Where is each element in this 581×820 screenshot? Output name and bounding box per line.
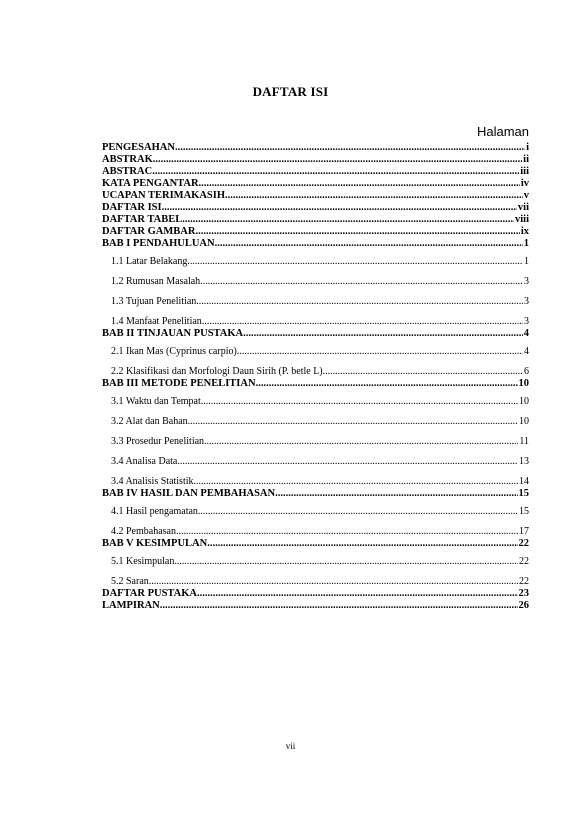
toc-entry-bab-2[interactable] (102, 328, 529, 340)
toc-entry-daftar-pustaka[interactable] (102, 588, 529, 600)
toc-entry-3-1[interactable] (102, 396, 529, 408)
leader-dots (199, 178, 520, 190)
toc-label: DAFTAR GAMBAR (102, 226, 196, 237)
toc-entry-daftar-isi[interactable] (102, 202, 529, 214)
toc-page-number: 15 (519, 506, 529, 517)
toc-entry-lampiran[interactable] (102, 600, 529, 612)
toc-label: DAFTAR TABEL (102, 214, 183, 225)
toc-page-number: 4 (523, 328, 529, 339)
toc-page-number: 4 (524, 346, 529, 357)
toc-page-number: 6 (524, 366, 529, 377)
toc-page-number: 13 (519, 456, 529, 467)
leader-dots (177, 456, 518, 468)
toc-page-number: 14 (519, 476, 529, 487)
toc-entry-bab-3[interactable] (102, 378, 529, 390)
leader-dots (188, 416, 518, 428)
leader-dots (182, 214, 514, 226)
toc-page-number: ii (523, 154, 529, 165)
leader-dots (195, 226, 519, 238)
toc-label: LAMPIRAN (102, 600, 160, 611)
toc-entry-abstrac[interactable] (102, 166, 529, 178)
toc-page-number: iii (520, 166, 529, 177)
page-title: DAFTAR ISI (252, 84, 329, 99)
leader-dots (323, 366, 523, 378)
toc-page-number: 22 (519, 576, 529, 587)
leader-dots (202, 316, 523, 328)
toc-label: 3.3 Prosedur Penelitian (111, 436, 205, 447)
leader-dots (275, 488, 517, 500)
leader-dots (149, 576, 518, 588)
toc-label: ABSTRAC (102, 166, 153, 177)
leader-dots (194, 476, 518, 488)
toc-entry-5-1[interactable] (102, 556, 529, 568)
halaman-header: Halaman (476, 124, 529, 139)
toc-entry-bab-5[interactable] (102, 538, 529, 550)
leader-dots (237, 346, 523, 358)
toc-label: DAFTAR PUSTAKA (102, 588, 197, 599)
toc-entry-abstrak[interactable] (102, 154, 529, 166)
toc-label: 2.2 Klasifikasi dan Morfologi Daun Sirih (P. betle L) (111, 366, 323, 377)
toc-label: BAB V KESIMPULAN (102, 538, 208, 549)
leader-dots (198, 506, 518, 518)
toc-label: 5.1 Kesimpulan (111, 556, 175, 567)
toc-entry-bab-4[interactable] (102, 488, 529, 500)
toc-page-number: 22 (519, 556, 529, 567)
leader-dots (196, 296, 523, 308)
toc-entry-bab-1[interactable] (102, 238, 529, 250)
toc-entry-4-2[interactable] (102, 526, 529, 538)
toc-label: UCAPAN TERIMAKASIH (102, 190, 225, 201)
leader-dots (201, 396, 518, 408)
toc-page-number: viii (514, 214, 529, 225)
toc-label: 1.1 Latar Belakang (111, 256, 188, 267)
toc-entry-1-4[interactable] (102, 316, 529, 328)
toc-entry-3-4-analisa[interactable] (102, 456, 529, 468)
toc-label: 4.2 Pembahasan (111, 526, 176, 537)
leader-dots (152, 166, 519, 178)
leader-dots (225, 190, 523, 202)
toc-label: 3.2 Alat dan Bahan (111, 416, 188, 427)
toc-page-number: 3 (524, 276, 529, 287)
toc-page-number: 3 (524, 316, 529, 327)
toc-label: 1.4 Manfaat Penelitian (111, 316, 202, 327)
leader-dots (174, 556, 518, 568)
toc-page-number: 22 (518, 538, 529, 549)
leader-dots (160, 600, 518, 612)
toc-entry-kata-pengantar[interactable] (102, 178, 529, 190)
toc-page-number: 10 (519, 416, 529, 427)
toc-entry-3-2[interactable] (102, 416, 529, 428)
toc-label: 2.1 Ikan Mas (Cyprinus carpio) (111, 346, 237, 357)
toc-entry-pengesahan[interactable] (102, 142, 529, 154)
toc-entry-1-1[interactable] (102, 256, 529, 268)
leader-dots (175, 142, 525, 154)
toc-label: PENGESAHAN (102, 142, 175, 153)
toc-label: 1.3 Tujuan Penelitian (111, 296, 197, 307)
toc-entry-5-2[interactable] (102, 576, 529, 588)
toc-label: 3.4 Analisa Data (111, 456, 178, 467)
toc-label: 4.1 Hasil pengamatan (111, 506, 198, 517)
table-of-contents (102, 142, 529, 612)
toc-page-number: 1 (524, 256, 529, 267)
toc-entry-3-3[interactable] (102, 436, 529, 448)
leader-dots (243, 328, 523, 340)
leader-dots (187, 256, 523, 268)
toc-page-number: 1 (523, 238, 529, 249)
toc-entry-1-3[interactable] (102, 296, 529, 308)
toc-page-number: 17 (519, 526, 529, 537)
toc-entry-2-1[interactable] (102, 346, 529, 358)
leader-dots (207, 538, 517, 550)
toc-entry-2-2[interactable] (102, 366, 529, 378)
toc-page-number: iv (520, 178, 529, 189)
toc-page-number: i (526, 142, 529, 153)
toc-page-number: ix (520, 226, 529, 237)
leader-dots (162, 202, 517, 214)
leader-dots (256, 378, 518, 390)
toc-label: BAB I PENDAHULUAN (102, 238, 215, 249)
toc-label: ABSTRAK (102, 154, 153, 165)
toc-entry-daftar-gambar[interactable] (102, 226, 529, 238)
toc-entry-daftar-tabel[interactable] (102, 214, 529, 226)
toc-page-number: 15 (518, 488, 529, 499)
leader-dots (153, 154, 522, 166)
toc-page-number: 11 (519, 436, 529, 447)
leader-dots (197, 588, 518, 600)
toc-page-number: 10 (518, 378, 529, 389)
leader-dots (204, 436, 518, 448)
toc-label: 5.2 Saran (111, 576, 149, 587)
toc-entry-1-2[interactable] (102, 276, 529, 288)
leader-dots (215, 238, 523, 250)
toc-entry-4-1[interactable] (102, 506, 529, 518)
footer-page-number: vii (285, 741, 296, 751)
toc-label: BAB III METODE PENELITIAN (102, 378, 256, 389)
leader-dots (200, 276, 523, 288)
toc-label: BAB II TINJAUAN PUSTAKA (102, 328, 244, 339)
toc-entry-3-4-statistik[interactable] (102, 476, 529, 488)
toc-label: 1.2 Rumusan Masalah (111, 276, 201, 287)
toc-page-number: 3 (524, 296, 529, 307)
leader-dots (176, 526, 518, 538)
toc-label: DAFTAR ISI (102, 202, 162, 213)
toc-label: 3.1 Waktu dan Tempat (111, 396, 201, 407)
toc-label: 3.4 Analisis Statistik (111, 476, 194, 487)
toc-page-number: 26 (518, 600, 529, 611)
toc-page-number: vii (517, 202, 529, 213)
toc-label: BAB IV HASIL DAN PEMBAHASAN (102, 488, 276, 499)
toc-page-number: 10 (519, 396, 529, 407)
toc-page-number: v (523, 190, 529, 201)
toc-label: KATA PENGANTAR (102, 178, 199, 189)
toc-entry-ucapan-terimakasih[interactable] (102, 190, 529, 202)
toc-page-number: 23 (518, 588, 529, 599)
